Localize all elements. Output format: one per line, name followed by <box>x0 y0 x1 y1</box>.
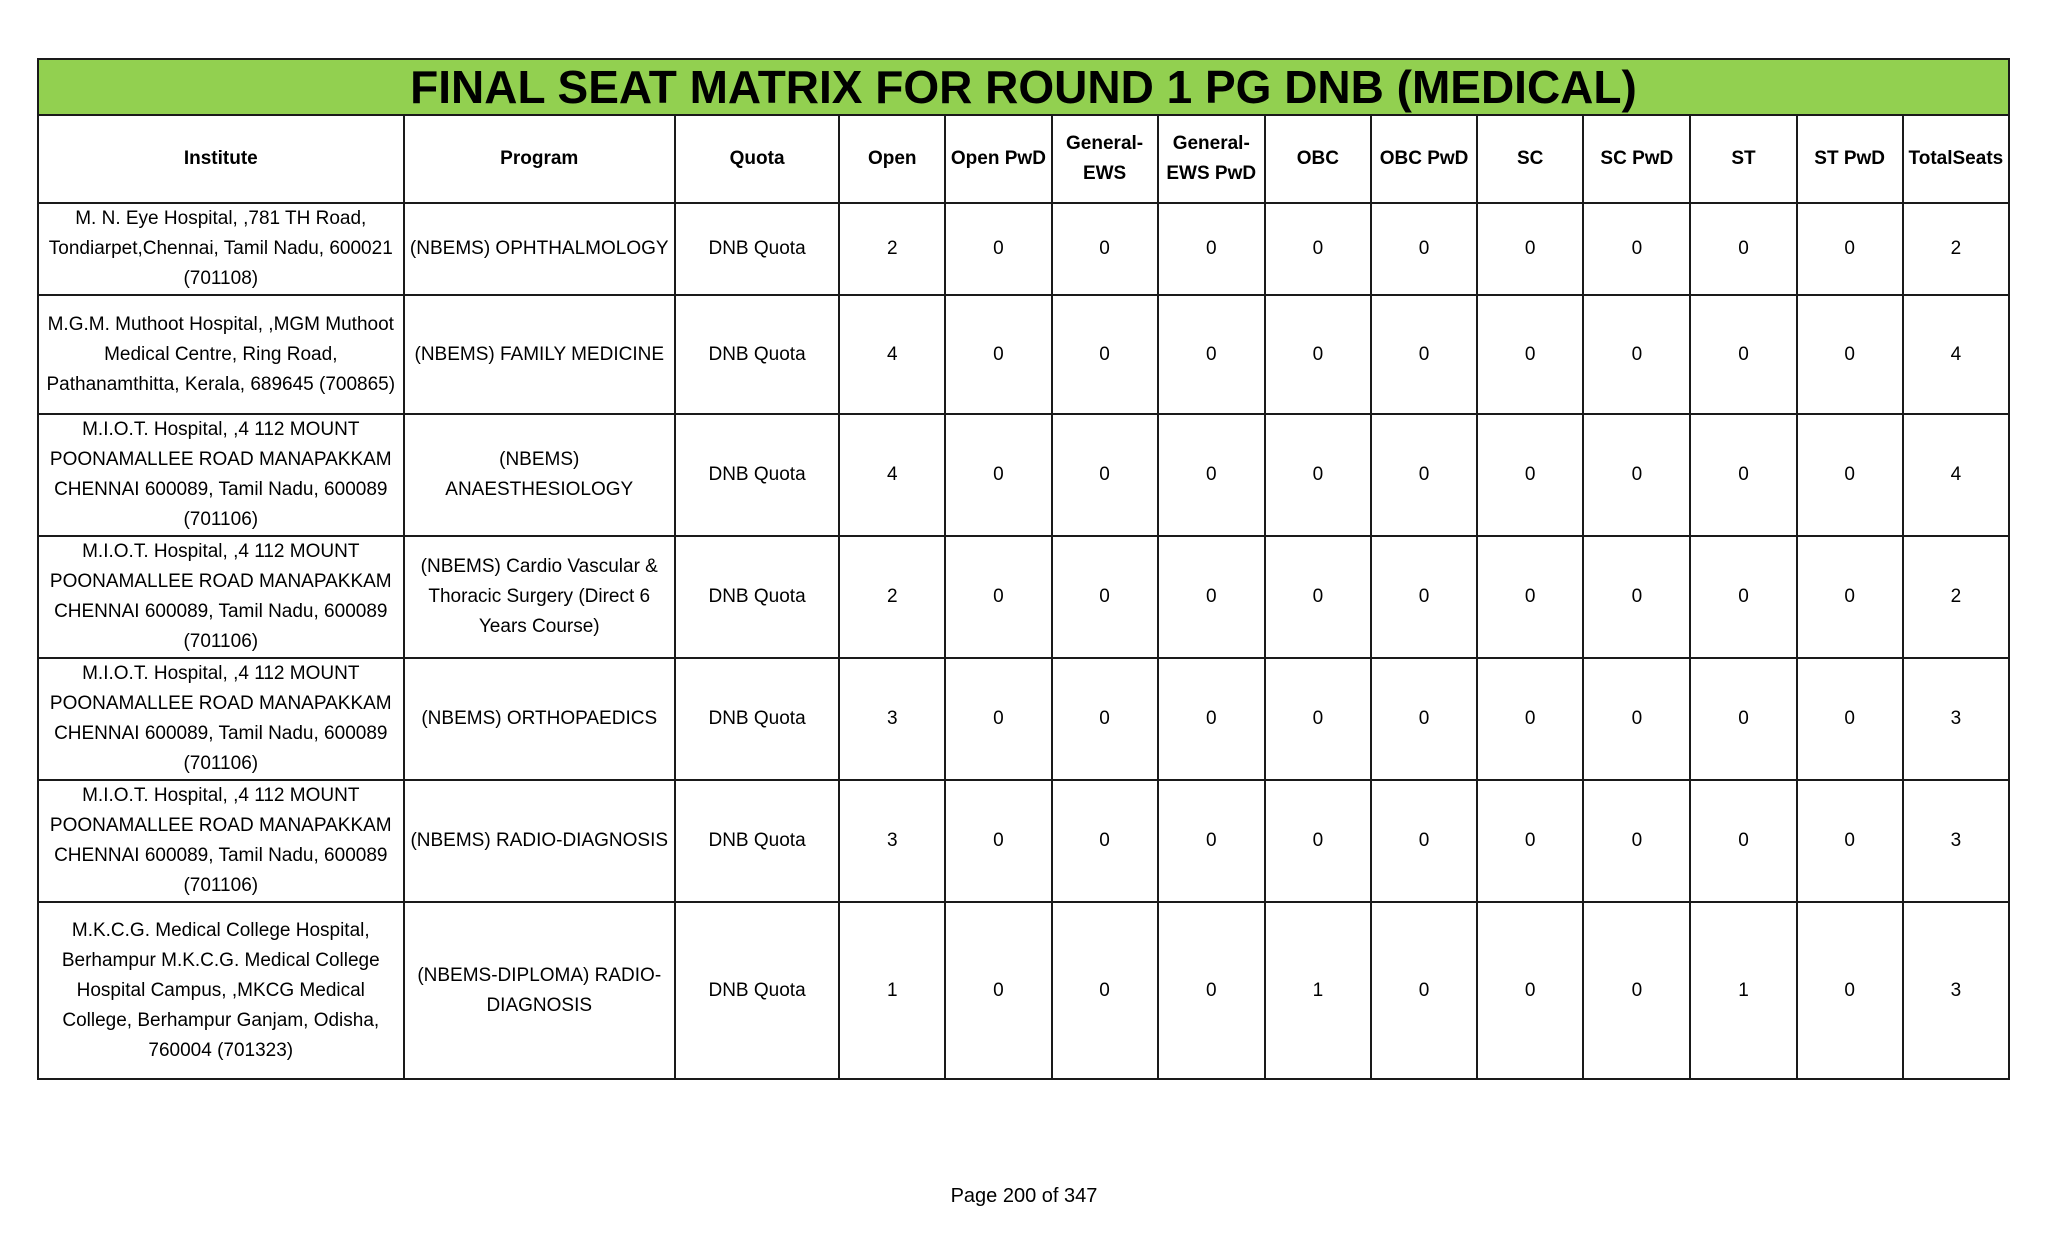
cell-total-seats: 4 <box>1903 414 2009 536</box>
cell-obc: 0 <box>1265 780 1371 902</box>
cell-sc-pwd: 0 <box>1583 536 1690 658</box>
cell-general-ews-pwd: 0 <box>1158 658 1265 780</box>
cell-program: (NBEMS) OPHTHALMOLOGY <box>404 203 675 295</box>
table-row <box>38 780 2009 902</box>
cell-quota: DNB Quota <box>675 902 839 1079</box>
cell-total-seats: 2 <box>1903 536 2009 658</box>
cell-general-ews-pwd: 0 <box>1158 295 1265 414</box>
column-header-program: Program <box>404 115 675 203</box>
cell-obc-pwd: 0 <box>1371 295 1477 414</box>
cell-program: (NBEMS) Cardio Vascular & Thoracic Surgery (Direct 6 Years Course) <box>404 536 675 658</box>
cell-program: (NBEMS) ORTHOPAEDICS <box>404 658 675 780</box>
cell-sc: 0 <box>1477 295 1583 414</box>
cell-general-ews: 0 <box>1052 295 1158 414</box>
cell-st-pwd: 0 <box>1797 902 1903 1079</box>
column-header-total-seats: TotalSeats <box>1903 115 2009 203</box>
cell-total-seats: 2 <box>1903 203 2009 295</box>
cell-quota: DNB Quota <box>675 658 839 780</box>
cell-st: 1 <box>1690 902 1796 1079</box>
cell-open: 1 <box>839 902 945 1079</box>
cell-open-pwd: 0 <box>945 414 1051 536</box>
cell-obc-pwd: 0 <box>1371 203 1477 295</box>
cell-obc-pwd: 0 <box>1371 902 1477 1079</box>
cell-st-pwd: 0 <box>1797 658 1903 780</box>
table-row <box>38 536 2009 658</box>
cell-sc: 0 <box>1477 780 1583 902</box>
cell-open-pwd: 0 <box>945 902 1051 1079</box>
column-header-obc: OBC <box>1265 115 1371 203</box>
cell-sc-pwd: 0 <box>1583 902 1690 1079</box>
column-header-open: Open <box>839 115 945 203</box>
column-header-general-ews-pwd: General-EWS PwD <box>1158 115 1265 203</box>
cell-obc: 0 <box>1265 536 1371 658</box>
cell-st: 0 <box>1690 780 1796 902</box>
cell-open: 3 <box>839 658 945 780</box>
cell-st-pwd: 0 <box>1797 295 1903 414</box>
cell-st: 0 <box>1690 536 1796 658</box>
table-row <box>38 414 2009 536</box>
cell-institute: M. N. Eye Hospital, ,781 TH Road, Tondiarpet,Chennai, Tamil Nadu, 600021 (701108) <box>38 203 404 295</box>
cell-open: 2 <box>839 203 945 295</box>
column-header-quota: Quota <box>675 115 839 203</box>
cell-st-pwd: 0 <box>1797 203 1903 295</box>
table-row <box>38 658 2009 780</box>
cell-sc-pwd: 0 <box>1583 295 1690 414</box>
cell-general-ews-pwd: 0 <box>1158 203 1265 295</box>
cell-obc: 0 <box>1265 295 1371 414</box>
cell-institute: M.I.O.T. Hospital, ,4 112 MOUNT POONAMALLEE ROAD MANAPAKKAM CHENNAI 600089, Tamil Nadu, 600089 (701106) <box>38 536 404 658</box>
cell-general-ews: 0 <box>1052 414 1158 536</box>
table-row <box>38 902 2009 1079</box>
cell-institute: M.K.C.G. Medical College Hospital, Berhampur M.K.C.G. Medical College Hospital Campus, ,MKCG Medical College, Berhampur Ganjam, Odisha, 760004 (701323) <box>38 902 404 1079</box>
cell-open: 3 <box>839 780 945 902</box>
cell-general-ews-pwd: 0 <box>1158 536 1265 658</box>
cell-st-pwd: 0 <box>1797 780 1903 902</box>
cell-obc: 0 <box>1265 414 1371 536</box>
column-header-st-pwd: ST PwD <box>1797 115 1903 203</box>
column-header-general-ews: General-EWS <box>1052 115 1158 203</box>
cell-open-pwd: 0 <box>945 780 1051 902</box>
cell-st-pwd: 0 <box>1797 536 1903 658</box>
cell-quota: DNB Quota <box>675 295 839 414</box>
column-header-open-pwd: Open PwD <box>945 115 1051 203</box>
cell-quota: DNB Quota <box>675 203 839 295</box>
cell-total-seats: 3 <box>1903 780 2009 902</box>
cell-sc: 0 <box>1477 536 1583 658</box>
cell-obc-pwd: 0 <box>1371 780 1477 902</box>
cell-program: (NBEMS) FAMILY MEDICINE <box>404 295 675 414</box>
column-header-st: ST <box>1690 115 1796 203</box>
cell-sc-pwd: 0 <box>1583 203 1690 295</box>
cell-sc-pwd: 0 <box>1583 414 1690 536</box>
column-header-sc: SC <box>1477 115 1583 203</box>
cell-sc-pwd: 0 <box>1583 780 1690 902</box>
cell-open: 4 <box>839 295 945 414</box>
cell-sc: 0 <box>1477 414 1583 536</box>
cell-obc-pwd: 0 <box>1371 536 1477 658</box>
cell-general-ews: 0 <box>1052 780 1158 902</box>
cell-sc: 0 <box>1477 203 1583 295</box>
page-number: Page 200 of 347 <box>950 1185 1098 1207</box>
cell-institute: M.I.O.T. Hospital, ,4 112 MOUNT POONAMALLEE ROAD MANAPAKKAM CHENNAI 600089, Tamil Nadu, 600089 (701106) <box>38 780 404 902</box>
cell-institute: M.G.M. Muthoot Hospital, ,MGM Muthoot Medical Centre, Ring Road, Pathanamthitta, Kerala, 689645 (700865) <box>38 295 404 414</box>
cell-obc: 0 <box>1265 658 1371 780</box>
cell-st: 0 <box>1690 658 1796 780</box>
cell-sc-pwd: 0 <box>1583 658 1690 780</box>
cell-obc-pwd: 0 <box>1371 414 1477 536</box>
cell-st: 0 <box>1690 203 1796 295</box>
column-header-sc-pwd: SC PwD <box>1583 115 1690 203</box>
cell-general-ews-pwd: 0 <box>1158 902 1265 1079</box>
cell-open-pwd: 0 <box>945 203 1051 295</box>
cell-open: 2 <box>839 536 945 658</box>
cell-general-ews: 0 <box>1052 658 1158 780</box>
cell-quota: DNB Quota <box>675 536 839 658</box>
cell-total-seats: 3 <box>1903 658 2009 780</box>
seat-matrix-sheet <box>37 58 2010 1080</box>
cell-open-pwd: 0 <box>945 536 1051 658</box>
column-header-obc-pwd: OBC PwD <box>1371 115 1477 203</box>
table-row <box>38 295 2009 414</box>
cell-open-pwd: 0 <box>945 295 1051 414</box>
cell-obc: 1 <box>1265 902 1371 1079</box>
cell-quota: DNB Quota <box>675 780 839 902</box>
cell-institute: M.I.O.T. Hospital, ,4 112 MOUNT POONAMALLEE ROAD MANAPAKKAM CHENNAI 600089, Tamil Nadu, 600089 (701106) <box>38 658 404 780</box>
cell-sc: 0 <box>1477 902 1583 1079</box>
table-row <box>38 203 2009 295</box>
cell-general-ews-pwd: 0 <box>1158 780 1265 902</box>
cell-institute: M.I.O.T. Hospital, ,4 112 MOUNT POONAMALLEE ROAD MANAPAKKAM CHENNAI 600089, Tamil Nadu, 600089 (701106) <box>38 414 404 536</box>
cell-st: 0 <box>1690 295 1796 414</box>
cell-total-seats: 4 <box>1903 295 2009 414</box>
cell-sc: 0 <box>1477 658 1583 780</box>
cell-quota: DNB Quota <box>675 414 839 536</box>
cell-obc-pwd: 0 <box>1371 658 1477 780</box>
cell-obc: 0 <box>1265 203 1371 295</box>
cell-st-pwd: 0 <box>1797 414 1903 536</box>
cell-program: (NBEMS) RADIO-DIAGNOSIS <box>404 780 675 902</box>
cell-general-ews: 0 <box>1052 902 1158 1079</box>
cell-program: (NBEMS) ANAESTHESIOLOGY <box>404 414 675 536</box>
cell-st: 0 <box>1690 414 1796 536</box>
column-header-institute: Institute <box>38 115 404 203</box>
cell-total-seats: 3 <box>1903 902 2009 1079</box>
page-title: FINAL SEAT MATRIX FOR ROUND 1 PG DNB (MEDICAL) <box>38 59 2009 115</box>
seat-matrix-table <box>37 58 2010 1080</box>
cell-open-pwd: 0 <box>945 658 1051 780</box>
header-row <box>38 115 2009 203</box>
cell-general-ews-pwd: 0 <box>1158 414 1265 536</box>
cell-general-ews: 0 <box>1052 203 1158 295</box>
cell-open: 4 <box>839 414 945 536</box>
cell-general-ews: 0 <box>1052 536 1158 658</box>
cell-program: (NBEMS-DIPLOMA) RADIO-DIAGNOSIS <box>404 902 675 1079</box>
